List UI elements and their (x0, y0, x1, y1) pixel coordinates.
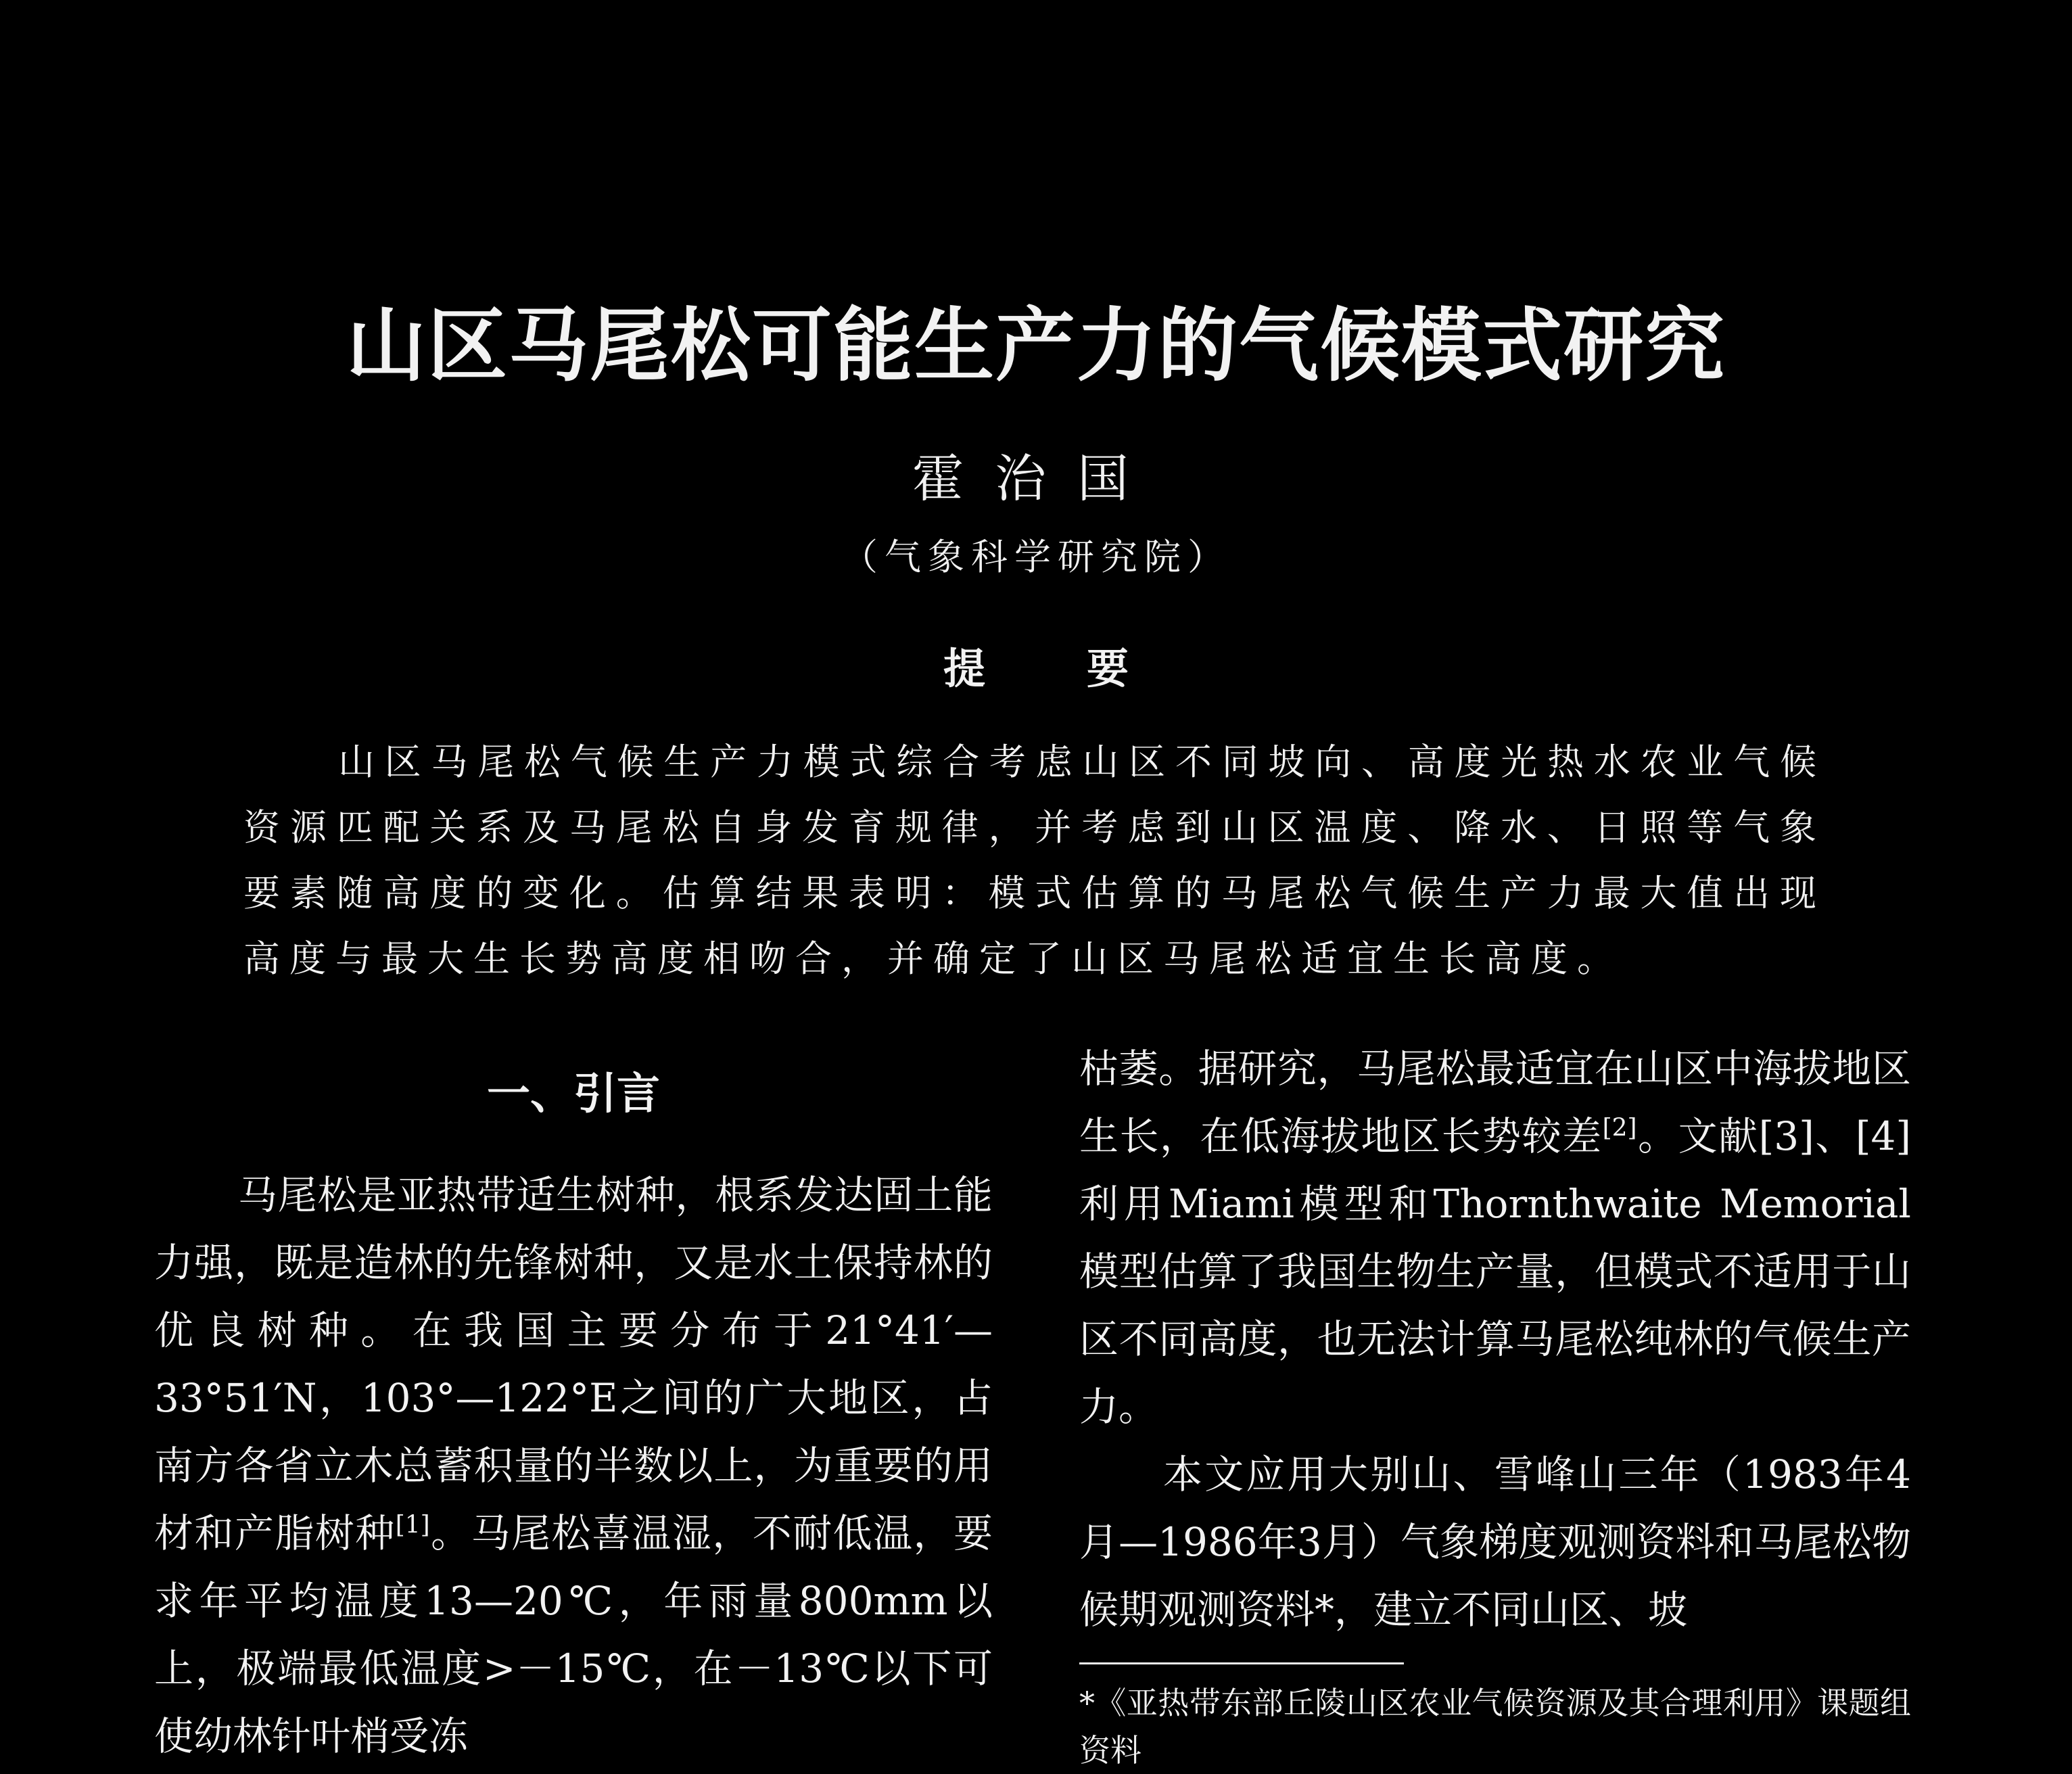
intro-paragraph-1 (154, 1161, 993, 1770)
citation-ref-1: [1] (395, 1511, 430, 1539)
citation-ref-2: [2] (1602, 1114, 1637, 1142)
author-name: 霍治国 (912, 448, 1160, 509)
section-heading-introduction: 一、引言 (487, 1069, 660, 1119)
intro-paragraph-1-text-d: 。文献[3]、[4]利用Miami模型和Thornthwaite Memorial模型估算了我国生物生产量，但模式不适用于山区不同高度，也无法计算马尾松纯林的气候生产力。 (1079, 1113, 1911, 1430)
paper-title: 山区马尾松可能生产力的气候模式研究 (346, 298, 1726, 392)
abstract-text: 山区马尾松气候生产力模式综合考虑山区不同坡向、高度光热水农业气候资源匹配关系及马尾松自身发育规律，并考虑到山区温度、降水、日照等气象要素随高度的变化。估算结果表明：模式估算的马尾松气候生产力最大值出现高度与最大生长势高度相吻合，并确定了山区马尾松适宜生长高度。 (243, 741, 1826, 980)
intro-paragraph-1-text-b: 。马尾松喜温湿，不耐低温，要求年平均温度13—20℃，年雨量800mm以上，极端最低温度>－15℃，在－13℃以下可使幼林针叶梢受冻 (154, 1510, 993, 1759)
footnote-divider (1079, 1662, 1404, 1664)
right-column (1079, 1035, 1911, 1774)
intro-paragraph-1-text-a: 马尾松是亚热带适生树种，根系发达固土能力强，既是造林的先锋树种，又是水土保持林的优良树种。在我国主要分布于21°41′—33°51′N，103°—122°E之间的广大地区，占南方各省立木总蓄积量的半数以上，为重要的用材和产脂树种 (154, 1171, 993, 1556)
intro-paragraph-1-continued (1079, 1035, 1911, 1441)
footnote-text: *《亚热带东部丘陵山区农业气候资源及其合理利用》课题组资料 (1079, 1685, 1911, 1769)
intro-paragraph-2: 本文应用大别山、雪峰山三年（1983年4月—1986年3月）气象梯度观测资料和马尾松物候期观测资料*，建立不同山区、坡 (1079, 1451, 1911, 1633)
abstract-heading: 提要 (943, 644, 1230, 693)
intro-paragraph-1-text-c: 枯萎。据研究，马尾松最适宜在山区中海拔地区生长，在低海拔地区长势较差 (1079, 1046, 1911, 1159)
left-column (154, 1069, 993, 1770)
author-affiliation: （气象科学研究院） (841, 536, 1231, 578)
